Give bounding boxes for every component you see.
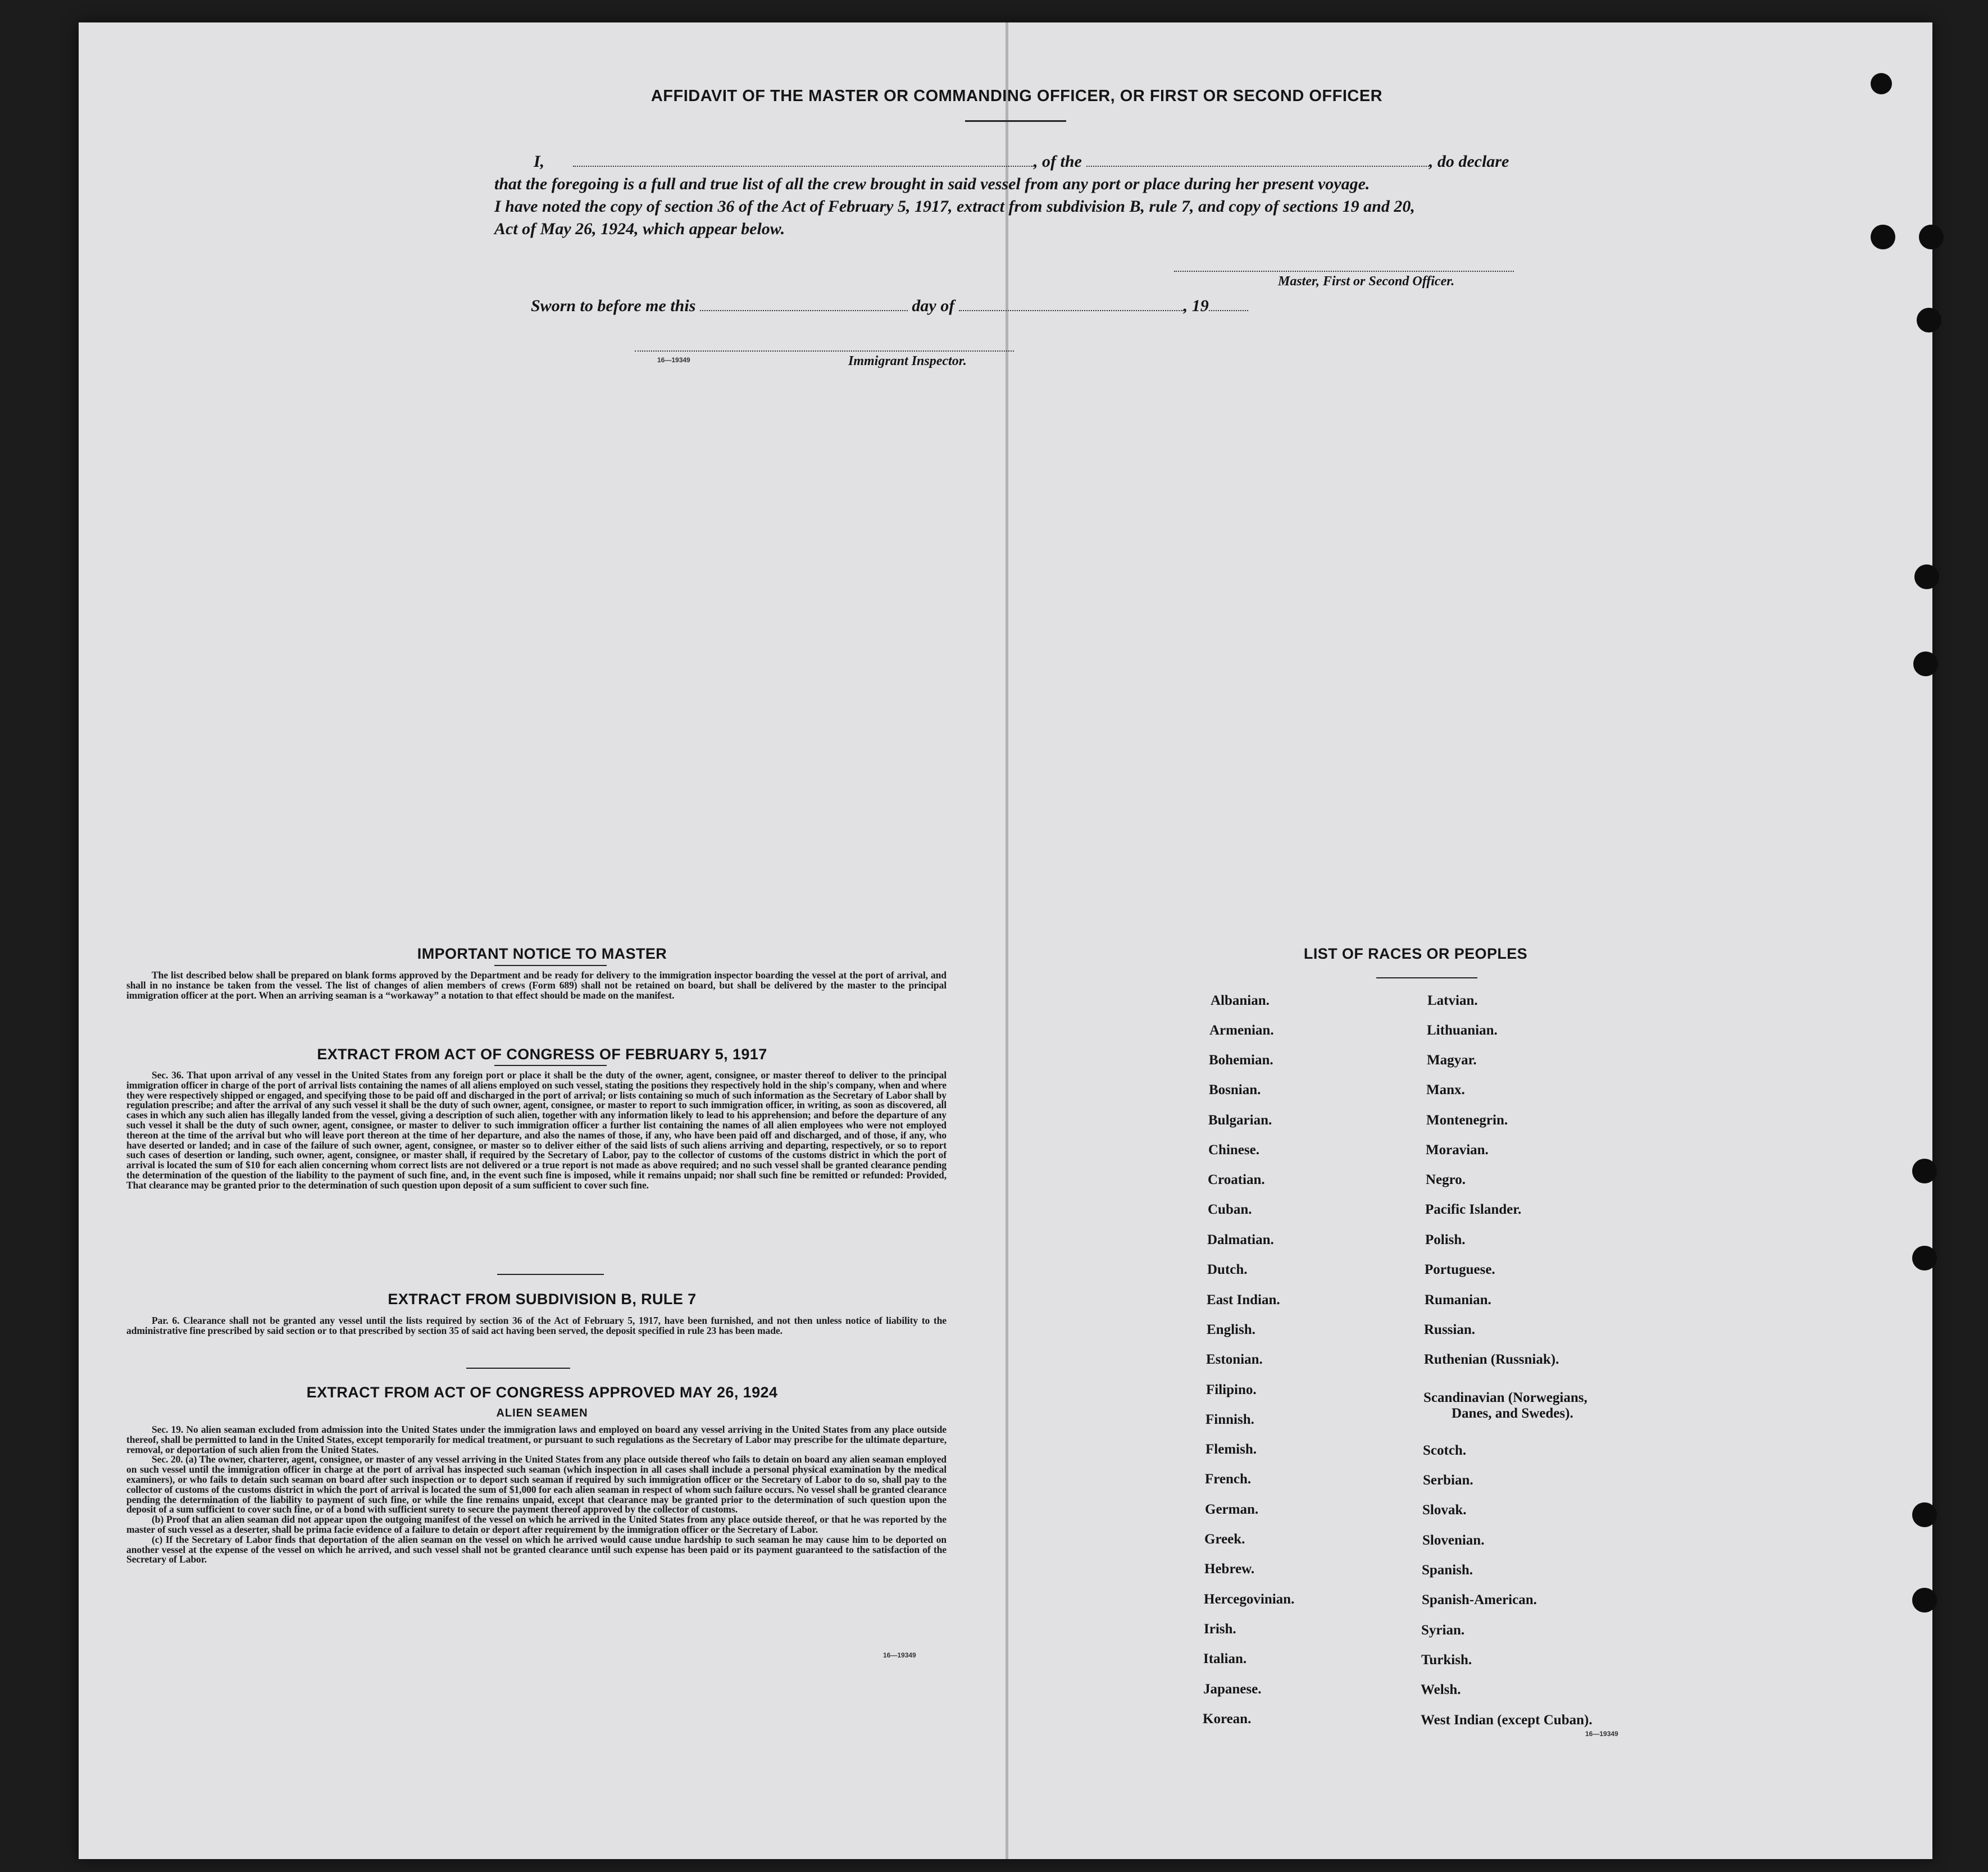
- race-item: German.: [1205, 1502, 1259, 1517]
- sworn-prefix: Sworn to before me this: [531, 297, 696, 315]
- divider: [494, 1065, 607, 1066]
- affidavit-of-the: , of the: [1034, 152, 1082, 171]
- form-code: 16—19349: [657, 356, 690, 364]
- race-item: Lithuanian.: [1427, 1023, 1498, 1038]
- race-item: Flemish.: [1205, 1442, 1257, 1457]
- races-title: LIST OF RACES OR PEOPLES: [1303, 945, 1528, 962]
- binder-hole: [1913, 652, 1938, 676]
- race-item: Bosnian.: [1209, 1082, 1261, 1097]
- race-item: Cuban.: [1208, 1202, 1252, 1217]
- race-item: Serbian.: [1423, 1473, 1473, 1488]
- race-item: Slovenian.: [1422, 1533, 1485, 1548]
- binder-hole: [1914, 564, 1939, 589]
- race-item: Russian.: [1424, 1322, 1476, 1337]
- form-code: 16—19349: [883, 1651, 916, 1659]
- extract-1917-text: [126, 1071, 947, 1191]
- vessel-blank[interactable]: [1086, 152, 1429, 167]
- race-item: Syrian.: [1421, 1623, 1465, 1638]
- binder-hole: [1871, 225, 1895, 249]
- section-20a-paragraph: Sec. 20. (a) The owner, charterer, agent, consignee, or master of any vessel arriving in the United States from any place outside thereof who fails to detain on board any alien seaman employed on such vessel until the immigration officer in charge at the port of arrival has inspected such seaman (which inspection in all cases shall include a personal physical examination by the medical examiners), or who fails to detain such seaman on board after such inspection or to deport such seaman if required by such immigration officer or the Secretary of Labor to do so, shall pay to the collector of customs of the customs district in which the port of arrival is located the sum of $1,000 for each alien seaman in respect of whom such failure occurs. No vessel shall be granted clearance pending the determination of the liability to payment of such fine, or while the fine remains unpaid, except that clearance may be granted prior to the determination of such question upon the deposit of a sum sufficient to cover such fine, or of a bond with sufficient surety to secure the payment thereof approved by the collector of customs.: [126, 1454, 947, 1515]
- race-item: Armenian.: [1209, 1023, 1274, 1038]
- race-item: Slovak.: [1422, 1502, 1467, 1518]
- race-item: Montenegrin.: [1426, 1113, 1508, 1128]
- sworn-date-blank[interactable]: [700, 297, 908, 311]
- sworn-year-blank[interactable]: [1209, 297, 1248, 311]
- race-item: Finnish.: [1205, 1412, 1254, 1427]
- race-item: Japanese.: [1203, 1682, 1262, 1697]
- race-item: Ruthenian (Russniak).: [1424, 1352, 1559, 1367]
- sworn-month-blank[interactable]: [959, 297, 1184, 311]
- race-item: Greek.: [1204, 1532, 1245, 1547]
- race-item: Hebrew.: [1204, 1561, 1255, 1577]
- race-item: Hercegovinian.: [1204, 1592, 1295, 1607]
- race-item: Dalmatian.: [1207, 1232, 1274, 1247]
- inspector-caption: Immigrant Inspector.: [848, 354, 967, 368]
- race-item: Danes, and Swedes).: [1452, 1406, 1573, 1421]
- race-item: Albanian.: [1211, 993, 1270, 1008]
- binder-hole: [1871, 73, 1892, 94]
- affidavit-declaration: [494, 151, 1539, 240]
- race-item: English.: [1207, 1322, 1255, 1337]
- race-item: Filipino.: [1206, 1382, 1257, 1397]
- binder-hole: [1912, 1502, 1937, 1527]
- section-19-paragraph: Sec. 19. No alien seaman excluded from admission into the United States under the immigration laws and employed on board any vessel arriving in the United States from any place outside thereof, shall be permitted to land in the United States, except temporarily for medical treatment, or pursuant to such regulations as the Secretary of Labor may prescribe for the ultimate departure, removal, or deportation of such alien from the United States.: [126, 1424, 947, 1455]
- binder-hole: [1917, 308, 1941, 333]
- race-item: Irish.: [1204, 1622, 1236, 1637]
- affidavit-line4: Act of May 26, 1924, which appear below.: [494, 220, 785, 238]
- race-item: Magyar.: [1427, 1053, 1477, 1068]
- affidavit-line3: I have noted the copy of section 36 of the Act of February 5, 1917, extract from subdivision B, rule 7, and copy of sections 19 and 20,: [494, 197, 1415, 216]
- race-item: Latvian.: [1427, 993, 1478, 1008]
- form-code: 16—19349: [1585, 1730, 1618, 1738]
- race-item: Turkish.: [1421, 1652, 1472, 1668]
- name-blank[interactable]: [573, 152, 1034, 167]
- section-20b-paragraph: (b) Proof that an alien seaman did not appear upon the outgoing manifest of the vessel on which he arrived in the United States from any place outside thereof, or that he was reported by the master of such vessel as a deserter, shall be prima facie evidence of a failure to detain or deport after requirement by the immigration officer or the Secretary of Labor.: [126, 1514, 947, 1535]
- race-item: East Indian.: [1207, 1292, 1280, 1308]
- race-item: Chinese.: [1208, 1142, 1259, 1158]
- race-item: Korean.: [1203, 1711, 1252, 1727]
- divider: [494, 965, 607, 966]
- master-caption: Master, First or Second Officer.: [1278, 274, 1455, 289]
- divider: [965, 120, 1066, 122]
- race-item: Croatian.: [1208, 1172, 1265, 1187]
- master-signature-line[interactable]: [1174, 271, 1514, 272]
- race-item: Spanish-American.: [1422, 1592, 1537, 1607]
- race-item: Spanish.: [1422, 1563, 1473, 1578]
- notice-title: IMPORTANT NOTICE TO MASTER: [417, 945, 667, 962]
- notice-text: [126, 971, 947, 1000]
- divider: [466, 1368, 570, 1369]
- race-item: Italian.: [1203, 1651, 1247, 1666]
- section-20c-paragraph: (c) If the Secretary of Labor finds that deportation of the alien seaman on the vessel on which he arrived would cause undue hardship to such seaman he may cause him to be deported on another vessel at the expense of the vessel on which he arrived, and such vessel shall not be granted clearance until such expense has been paid or its payment guaranteed to the satisfaction of the Secretary of Labor.: [126, 1533, 947, 1565]
- race-item: Welsh.: [1421, 1682, 1461, 1697]
- race-item: Rumanian.: [1425, 1292, 1491, 1308]
- race-item: Bulgarian.: [1208, 1113, 1272, 1128]
- binder-hole: [1912, 1246, 1937, 1270]
- binder-hole: [1919, 225, 1944, 249]
- affidavit-title: AFFIDAVIT OF THE MASTER OR COMMANDING OFFICER, OR FIRST OR SECOND OFFICER: [650, 87, 1383, 105]
- binder-hole: [1912, 1159, 1937, 1183]
- race-item: Scotch.: [1423, 1443, 1467, 1458]
- race-item: Moravian.: [1426, 1142, 1489, 1158]
- sworn-line: [494, 295, 1539, 317]
- alien-seamen-subtitle: ALIEN SEAMEN: [496, 1407, 588, 1419]
- section-36-paragraph: Sec. 36. That upon arrival of any vessel in the United States from any foreign port or place it shall be the duty of the owner, agent, consignee, or master thereof to deliver to the principal immigration officer in charge of the port of arrival lists containing the names of all aliens employed on such vessel, stating the positions they respectively hold in the ship's company, when and where they were respectively shipped or engaged, and specifying those to be paid off and discharged in the port of arrival; or lists containing so much of such information as the Secretary of Labor shall by regulation prescribe; and after the arrival of any such vessel it shall be the duty of such owner, agent, consignee, or master to report to such immigration officer, in writing, as soon as discovered, all cases in which any such alien has illegally landed from the vessel, giving a description of such alien, together with any information likely to lead to his apprehension; and before the departure of any such vessel it shall be the duty of such owner, agent, consignee, or master to deliver to such immigration officer a further list containing the names of all alien employees who were not employed thereon at the time of the arrival but who will leave port thereon at the time of her departure, and also the names of those, if any, who have been paid off and discharged, and of those, if any, who have deserted or landed; and in case of the failure of such owner, agent, consignee, or master so to deliver either of the said lists of such aliens arriving and departing, respectively, or so to report such cases of desertion or landing, such owner, agent, consignee, or master shall, if required by the Secretary of Labor, pay to the collector of customs of the customs district in which the port of arrival is located the sum of $10 for each alien concerning whom correct lists are not delivered or a true report is not made as above required; and no such vessel shall be granted clearance pending the determination of the question of the liability to the payment of such fine, and, in the event such fine is imposed, while it remains unpaid; nor shall such fine be remitted or refunded: Provided, That clearance may be granted prior to the determination of such question upon deposit of a sum sufficient to cover such fine.: [126, 1069, 947, 1191]
- extract-rule7-text: [126, 1316, 947, 1336]
- par-6-paragraph: Par. 6. Clearance shall not be granted any vessel until the lists required by section 36 of the Act of February 5, 1917, have been furnished, and not then unless notice of liability to the administrative fine prescribed by said section or to that prescribed by section 35 of said act having been served, the deposit specified in rule 23 has been made.: [126, 1315, 947, 1336]
- race-item: French.: [1205, 1472, 1252, 1487]
- race-item: West Indian (except Cuban).: [1421, 1712, 1593, 1728]
- affidavit-i: I,: [534, 152, 545, 171]
- affidavit-line2: that the foregoing is a full and true list of all the crew brought in said vessel from any port or place during her present voyage.: [494, 175, 1370, 193]
- extract-1924-text: [126, 1425, 947, 1565]
- race-item: Dutch.: [1207, 1262, 1248, 1277]
- race-item: Pacific Islander.: [1425, 1202, 1522, 1217]
- divider: [497, 1274, 604, 1275]
- inspector-signature-line[interactable]: [635, 350, 1014, 352]
- extract-1917-title: EXTRACT FROM ACT OF CONGRESS OF FEBRUARY 5, 1917: [317, 1046, 767, 1063]
- race-item: Polish.: [1425, 1232, 1466, 1247]
- race-item: Manx.: [1426, 1082, 1465, 1097]
- race-item: Scandinavian (Norwegians,: [1423, 1390, 1587, 1405]
- extract-1924-title: EXTRACT FROM ACT OF CONGRESS APPROVED MAY 26, 1924: [306, 1384, 778, 1401]
- sworn-year: , 19: [1183, 297, 1209, 315]
- race-item: Portuguese.: [1425, 1262, 1495, 1277]
- binder-hole: [1912, 1588, 1937, 1613]
- notice-paragraph: The list described below shall be prepared on blank forms approved by the Department and be ready for delivery to the immigration inspector boarding the vessel at the port of arrival, and shall in no instance be taken from the vessel. The list of changes of alien members of crews (Form 689) shall not be retained on board, but shall be delivered by the master to the principal immigration officer at the port. When an arriving seaman is a “workaway” a notation to that effect should be made on the manifest.: [126, 969, 947, 1001]
- race-item: Estonian.: [1206, 1352, 1263, 1367]
- extract-rule7-title: EXTRACT FROM SUBDIVISION B, RULE 7: [388, 1291, 697, 1308]
- race-item: Negro.: [1426, 1172, 1466, 1187]
- affidavit-declare: , do declare: [1429, 152, 1509, 171]
- race-item: Bohemian.: [1209, 1053, 1273, 1068]
- sworn-day: day of: [912, 297, 955, 315]
- divider: [1376, 977, 1477, 978]
